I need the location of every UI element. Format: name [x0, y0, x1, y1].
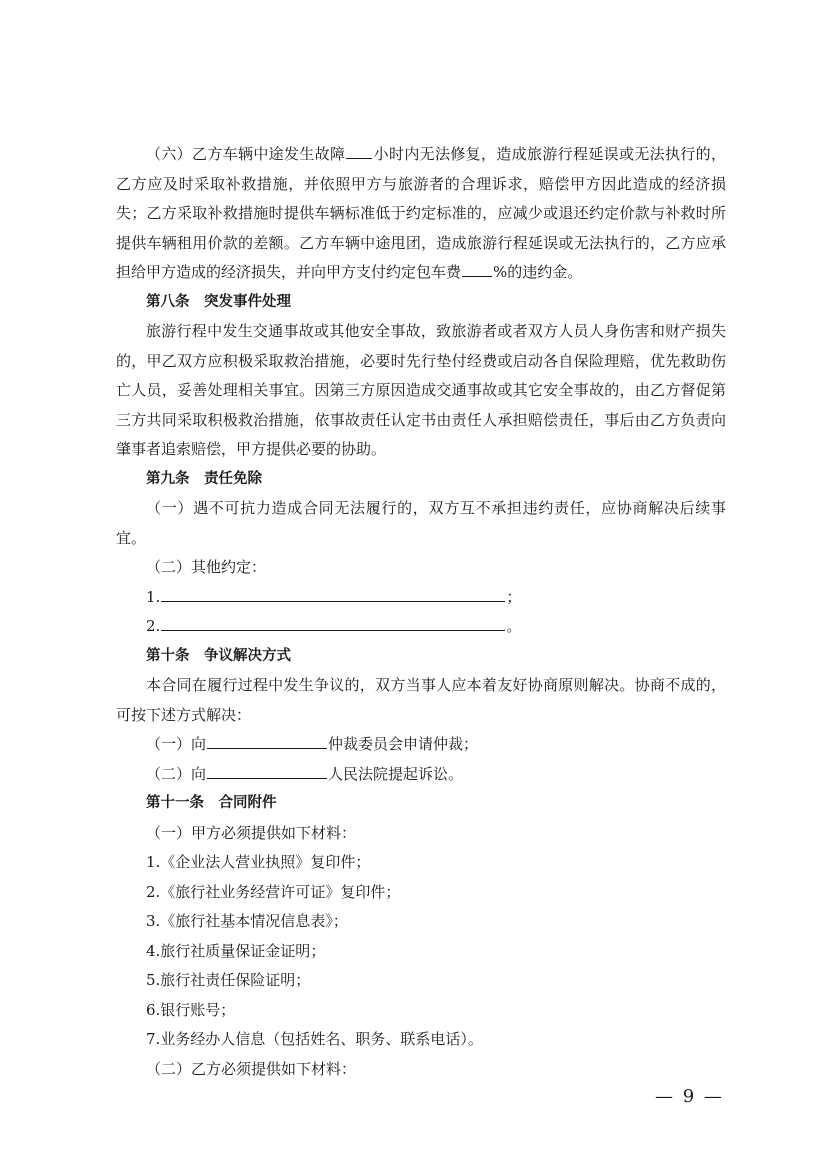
article-11-heading: 第十一条 合同附件 — [146, 795, 277, 811]
article-9-heading: 第九条 责任免除 — [146, 470, 262, 487]
article-9-item-2: （二）其他约定： — [146, 558, 267, 576]
list-item: 4.旅行社质量保证金证明； — [146, 941, 326, 960]
court-suffix: 人民法院提起诉讼。 — [328, 764, 464, 783]
court-blank — [207, 760, 327, 779]
page-number: — 9 — — [655, 1086, 724, 1107]
other-agreement-blank-2 — [161, 612, 505, 631]
arbitration-committee-blank — [207, 730, 327, 749]
arbitration-suffix: 仲裁委员会申请仲裁； — [328, 735, 479, 753]
article-11-sub-1: （一）甲方必须提供如下材料： — [146, 823, 357, 842]
list-item: 6.银行账号； — [146, 1000, 236, 1019]
document-body — [116, 140, 726, 1084]
breach-clause-text-c: %的违约金。 — [493, 263, 583, 281]
article-8-heading: 第八条 突发事件处理 — [146, 293, 291, 310]
arbitration-prefix: （一）向 — [146, 735, 207, 753]
court-prefix: （二）向 — [146, 764, 207, 783]
list-item: 7.业务经办人信息（包括姓名、职务、联系电话）。 — [146, 1030, 483, 1048]
article-10-item-1 — [116, 730, 726, 760]
line-2-end: 。 — [506, 617, 522, 635]
article-9-line-2 — [116, 612, 726, 642]
article-10-heading: 第十条 争议解决方式 — [146, 647, 291, 664]
list-item: 1.《企业法人营业执照》复印件； — [146, 853, 371, 871]
article-8-body: 旅游行程中发生交通事故或其他安全事故，致旅游者或者双方人员人身伤害和财产损失的，甲乙双方应积极采取救治措施，必要时先行垫付经费或启动各自保险理赔，优先救助伤亡人员，妥善处理相关事宜。因第三方原因造成交通事故或其它安全事故的，由乙方督促第三方共同采取积极救治措施，依事故责任认定书由责任人承担赔偿责任，事后由乙方负责向肇事者追索赔偿，甲方提供必要的协助。 — [116, 322, 726, 458]
article-10-body: 本合同在履行过程中发生争议的，双方当事人应本着友好协商原则解决。协商不成的，可按下述方式解决： — [116, 676, 726, 724]
article-9-line-1 — [116, 583, 726, 613]
penalty-percent-blank — [462, 258, 492, 277]
other-agreement-blank-1 — [161, 583, 505, 602]
hours-blank — [346, 140, 372, 159]
breach-clause-text-a: （六）乙方车辆中途发生故障 — [146, 145, 346, 163]
breach-clause-text-b: 小时内无法修复，造成旅游行程延误或无法执行的，乙方应及时采取补救措施，并依照甲方与旅游者的合理诉求，赔偿甲方因此造成的经济损失；乙方采取补救措施时提供车辆标准低于约定标准的，应减少或退还约定价款与补救时所提供车辆租用价款的差额。乙方车辆中途甩团，造成旅游行程延误或无法执行的，乙方应承担给甲方造成的经济损失，并向甲方支付约定包车费 — [116, 145, 726, 281]
list-item: 2.《旅行社业务经营许可证》复印件； — [146, 882, 401, 901]
article-9-item-1: （一）遇不可抗力造成合同无法履行的，双方互不承担违约责任，应协商解决后续事宜。 — [116, 499, 726, 547]
article-10-item-2 — [116, 760, 726, 790]
article-11-sub-2: （二）乙方必须提供如下材料： — [146, 1059, 357, 1078]
paragraph-breach-clause — [116, 140, 726, 288]
list-item: 3.《旅行社基本情况信息表》； — [146, 912, 348, 930]
line-1-number: 1. — [146, 587, 161, 606]
list-item: 5.旅行社责任保险证明； — [146, 971, 311, 989]
line-2-number: 2. — [146, 617, 161, 635]
line-1-end: ； — [506, 587, 522, 606]
